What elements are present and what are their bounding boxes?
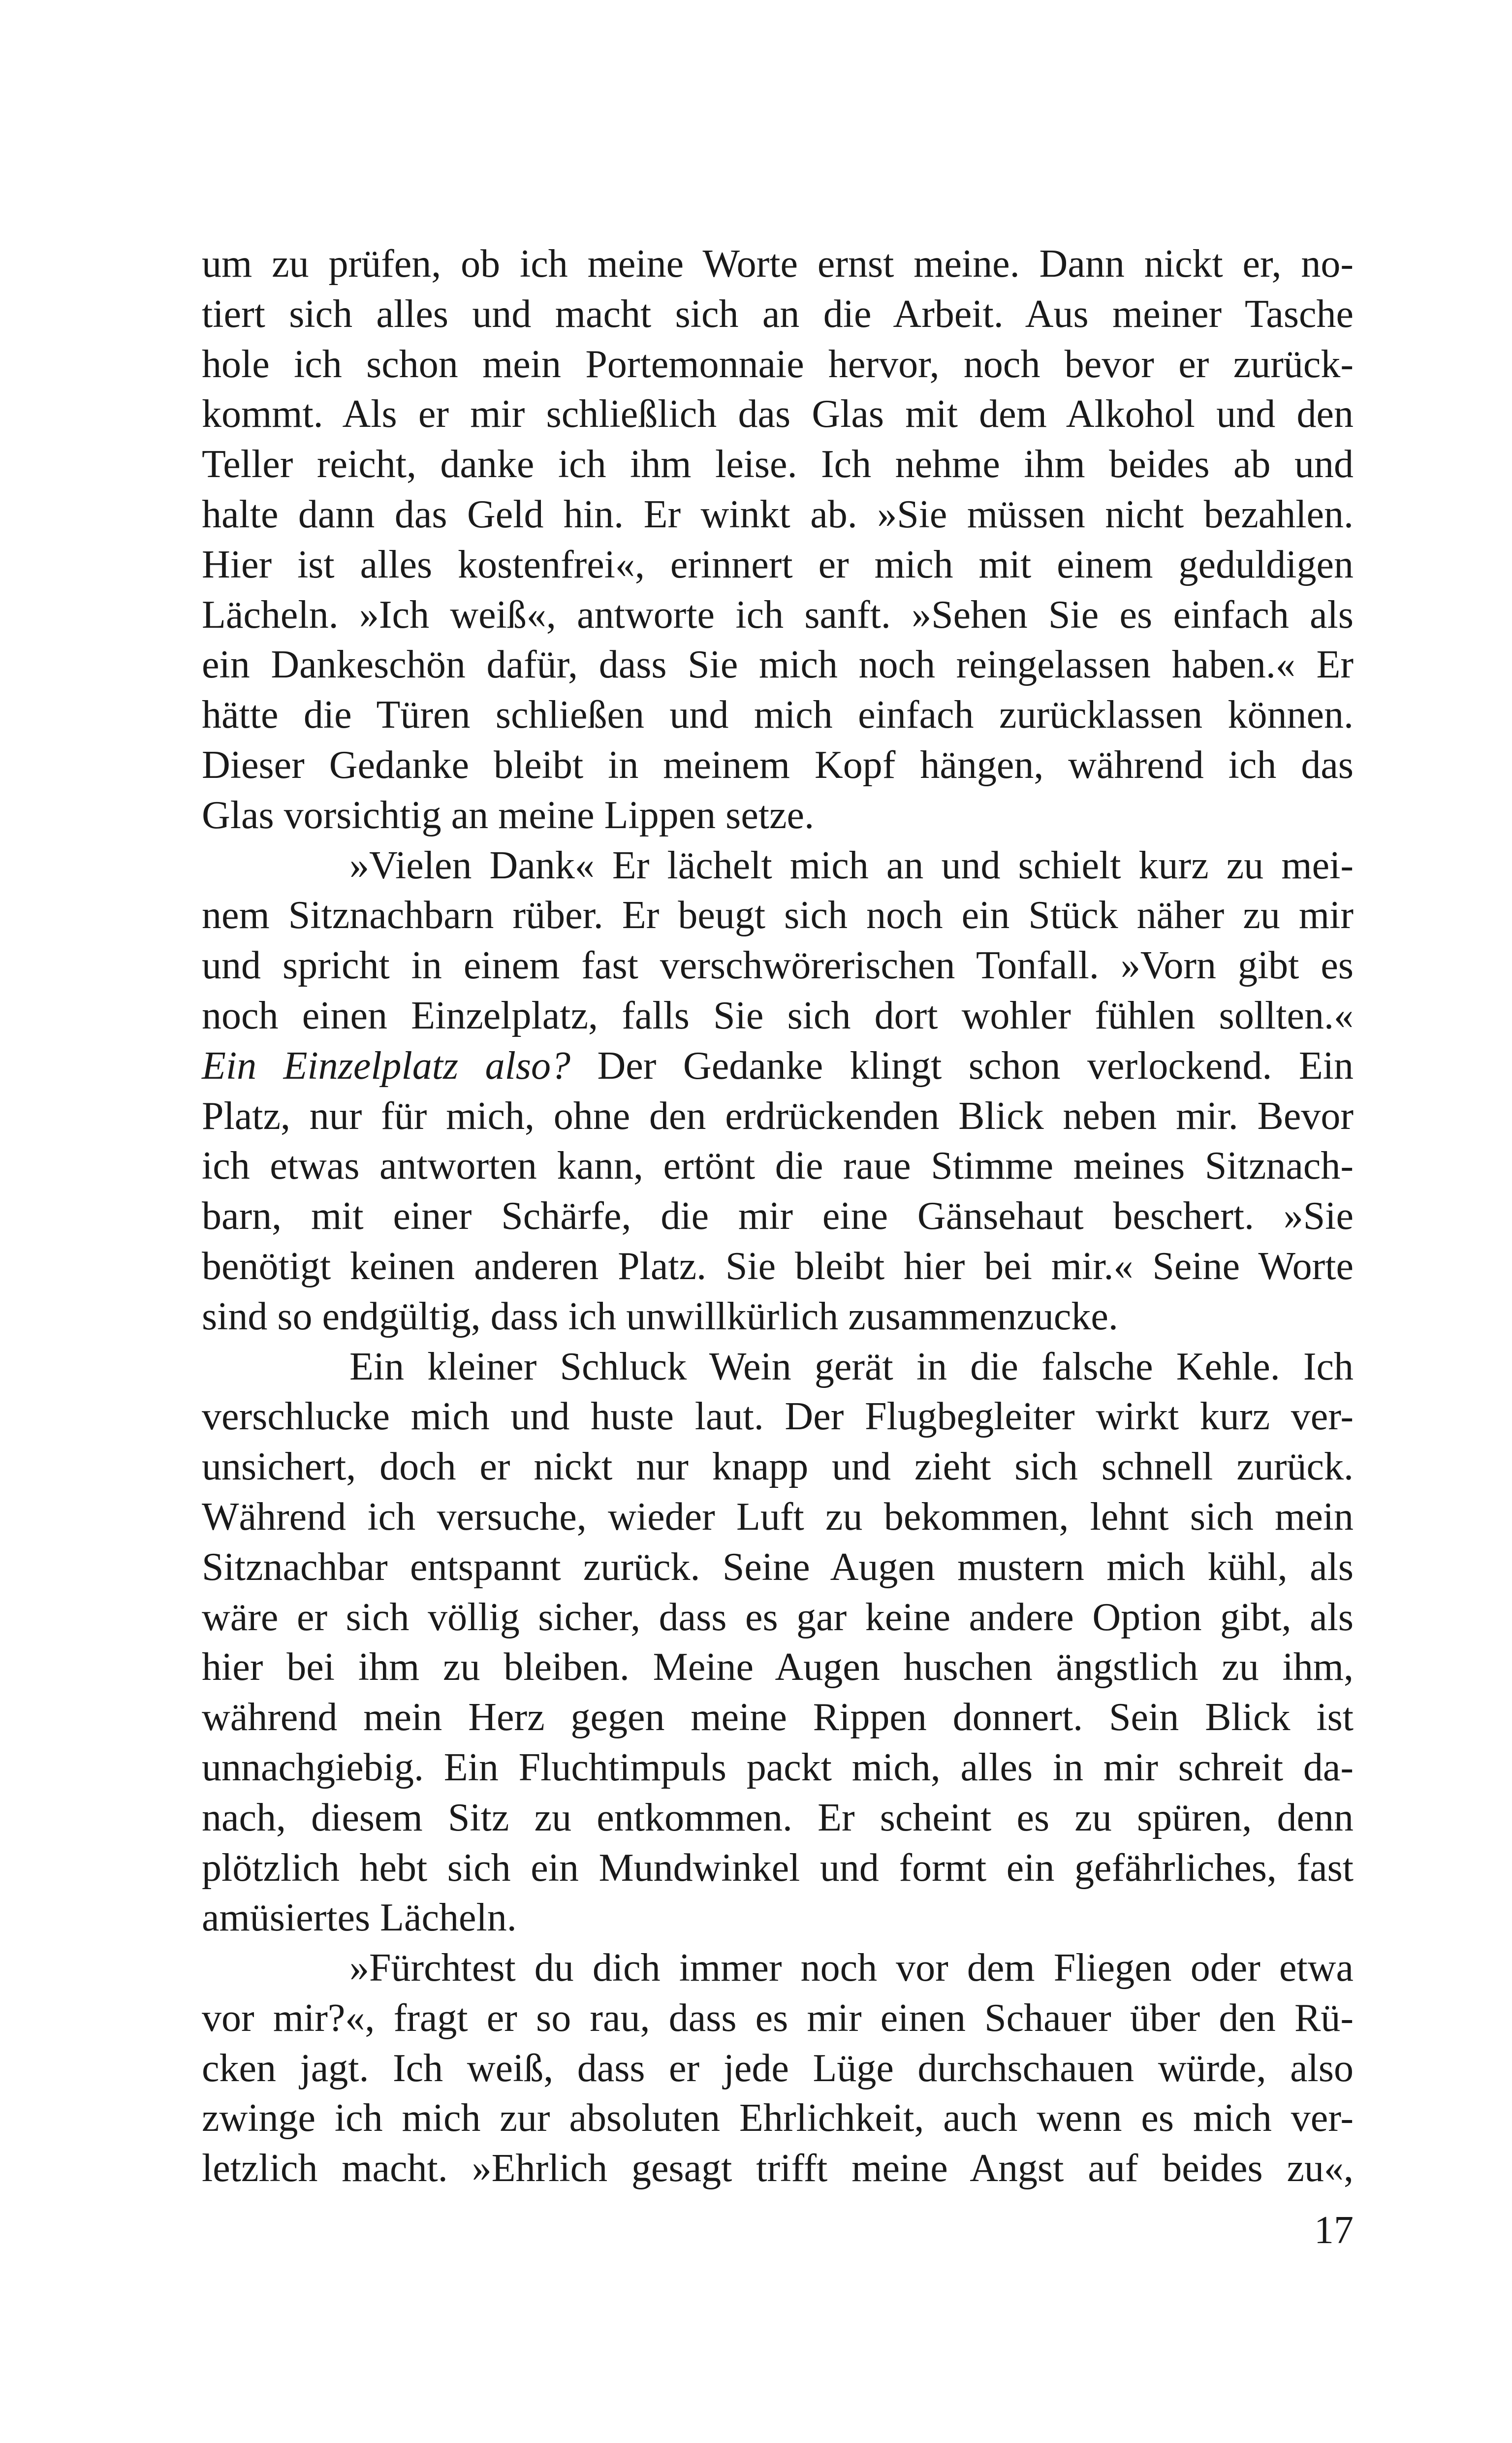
text-line: halte dann das Geld hin. Er winkt ab. »Sie müssen nicht bezahlen. <box>202 492 1354 536</box>
page-body <box>202 239 1354 2194</box>
text-line: hole ich schon mein Portemonnaie hervor, noch bevor er zurück- <box>202 342 1354 386</box>
text-line: benötigt keinen anderen Platz. Sie bleibt hier bei mir.« Seine Worte <box>202 1244 1354 1288</box>
text-line-rest: Der Gedanke klingt schon verlockend. Ein <box>570 1044 1354 1088</box>
text-line: wäre er sich völlig sicher, dass es gar keine andere Option gibt, als <box>202 1595 1354 1639</box>
text-line: nem Sitznachbarn rüber. Er beugt sich noch ein Stück näher zu mir <box>202 894 1354 937</box>
text-line: und spricht in einem fast verschwörerischen Tonfall. »Vorn gibt es <box>202 944 1354 988</box>
text-line: hätte die Türen schließen und mich einfach zurücklassen können. <box>202 693 1354 737</box>
text-line: Lächeln. »Ich weiß«, antworte ich sanft. »Sehen Sie es einfach als <box>202 593 1354 637</box>
text-line: Teller reicht, danke ich ihm leise. Ich nehme ihm beides ab und <box>202 443 1354 486</box>
text-line: »Vielen Dank« Er lächelt mich an und schielt kurz zu mei- <box>349 843 1354 887</box>
text-line: ein Dankeschön dafür, dass Sie mich noch reingelassen haben.« Er <box>202 643 1354 687</box>
text-line: sind so endgültig, dass ich unwillkürlich zusammenzucke. <box>202 1294 1118 1338</box>
text-line: Sitznachbar entspannt zurück. Seine Augen mustern mich kühl, als <box>202 1545 1354 1589</box>
text-line: um zu prüfen, ob ich meine Worte ernst meine. Dann nickt er, no- <box>202 242 1354 286</box>
text-line: Platz, nur für mich, ohne den erdrückenden Blick neben mir. Bevor <box>202 1094 1354 1138</box>
page-number: 17 <box>1314 2209 1354 2252</box>
text-line: Glas vorsichtig an meine Lippen setze. <box>202 793 815 837</box>
text-line: Ein kleiner Schluck Wein gerät in die falsche Kehle. Ich <box>349 1345 1354 1388</box>
text-line: hier bei ihm zu bleiben. Meine Augen huschen ängstlich zu ihm, <box>202 1645 1354 1689</box>
text-line: ich etwas antworten kann, ertönt die raue Stimme meines Sitznach- <box>202 1144 1354 1188</box>
text-line: kommt. Als er mir schließlich das Glas mit dem Alkohol und den <box>202 392 1354 436</box>
text-line: nach, diesem Sitz zu entkommen. Er scheint es zu spüren, denn <box>202 1796 1354 1839</box>
text-line: letzlich macht. »Ehrlich gesagt trifft meine Angst auf beides zu«, <box>202 2147 1354 2190</box>
text-line: tiert sich alles und macht sich an die Arbeit. Aus meiner Tasche <box>202 292 1354 336</box>
text-line: zwinge ich mich zur absoluten Ehrlichkeit, auch wenn es mich ver- <box>202 2096 1354 2140</box>
text-line: Während ich versuche, wieder Luft zu bekommen, lehnt sich mein <box>202 1495 1354 1539</box>
text-line: während mein Herz gegen meine Rippen donnert. Sein Blick ist <box>202 1696 1354 1739</box>
text-line: verschlucke mich und huste laut. Der Flugbegleiter wirkt kurz ver- <box>202 1395 1354 1439</box>
italic-phrase: Ein Einzelplatz also? <box>202 1044 570 1088</box>
text-line: unsichert, doch er nickt nur knapp und zieht sich schnell zurück. <box>202 1445 1354 1489</box>
text-line: Hier ist alles kostenfrei«, erinnert er mich mit einem geduldigen <box>202 543 1354 586</box>
text-line: Dieser Gedanke bleibt in meinem Kopf hängen, während ich das <box>202 743 1354 787</box>
text-line: barn, mit einer Schärfe, die mir eine Gänsehaut beschert. »Sie <box>202 1194 1354 1238</box>
text-line: noch einen Einzelplatz, falls Sie sich dort wohler fühlen sollten.« <box>202 994 1354 1037</box>
text-line: »Fürchtest du dich immer noch vor dem Fliegen oder etwa <box>349 1946 1354 1990</box>
text-line: unnachgiebig. Ein Fluchtimpuls packt mich, alles in mir schreit da- <box>202 1745 1354 1789</box>
text-line: amüsiertes Lächeln. <box>202 1896 517 1940</box>
text-line: vor mir?«, fragt er so rau, dass es mir einen Schauer über den Rü- <box>202 1996 1354 2040</box>
text-line: cken jagt. Ich weiß, dass er jede Lüge durchschauen würde, also <box>202 2046 1354 2090</box>
text-line <box>202 1041 1354 1092</box>
text-line: plötzlich hebt sich ein Mundwinkel und formt ein gefährliches, fast <box>202 1846 1354 1890</box>
